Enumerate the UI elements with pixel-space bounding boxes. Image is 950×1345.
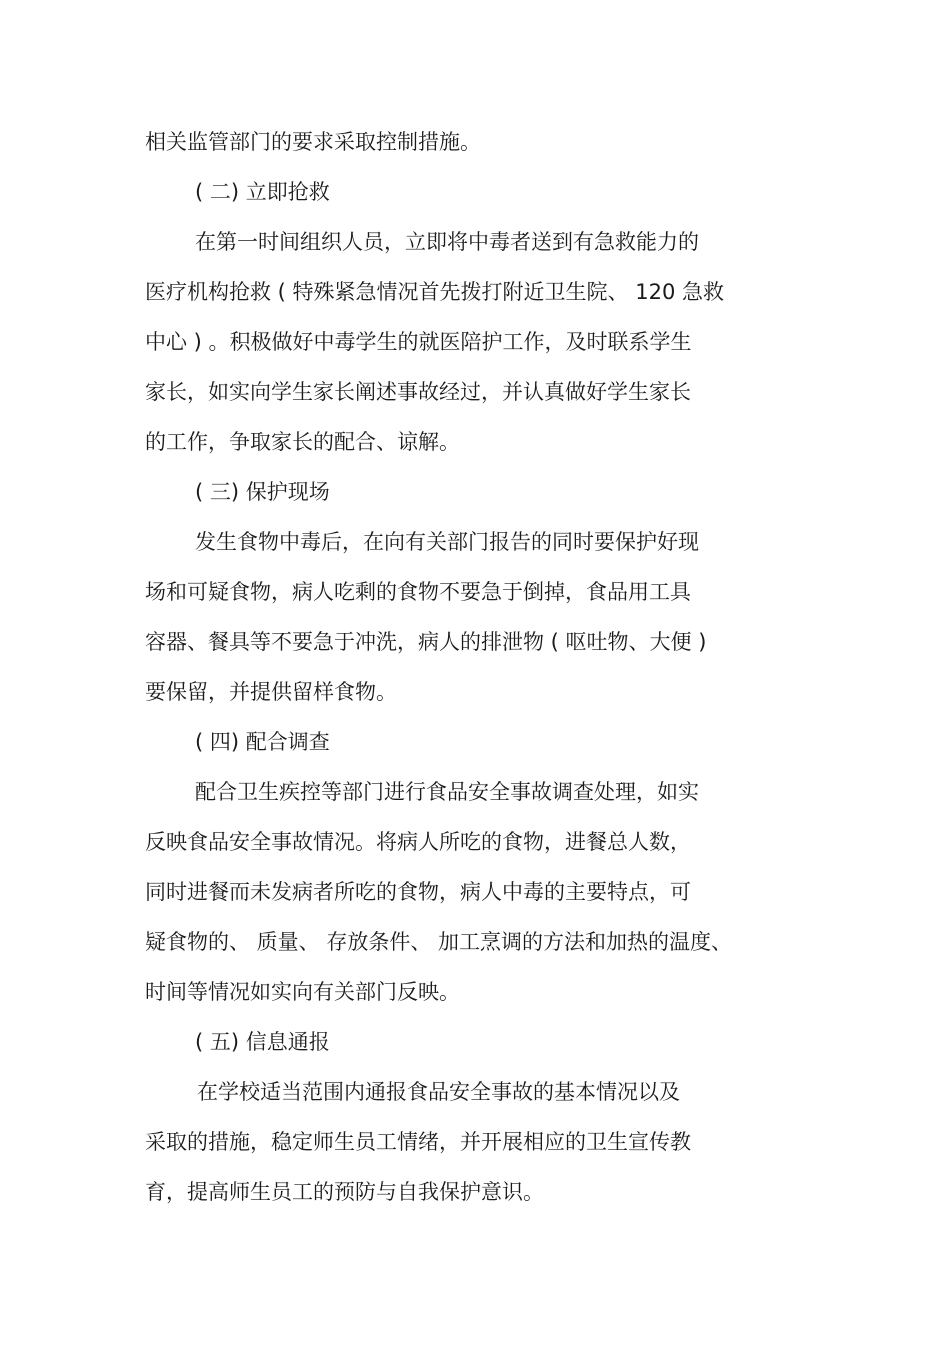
section-heading: ( 四) 配合调查 (195, 730, 330, 754)
paragraph-line: 疑食物的、 质量、 存放条件、 加工烹调的方法和加热的温度、 (145, 930, 733, 954)
paragraph-line: 采取的措施，稳定师生员工情绪，并开展相应的卫生宣传教 (145, 1130, 691, 1154)
paragraph-line: 家长，如实向学生家长阐述事故经过，并认真做好学生家长 (145, 380, 691, 404)
paragraph-line: 在学校适当范围内通报食品安全事故的基本情况以及 (197, 1080, 680, 1104)
paragraph-line: 的工作，争取家长的配合、谅解。 (145, 430, 460, 454)
paragraph-line: 反映食品安全事故情况。将病人所吃的食物，进餐总人数， (145, 830, 691, 854)
paragraph-line: 配合卫生疾控等部门进行食品安全事故调查处理，如实 (195, 780, 699, 804)
paragraph-line: 要保留，并提供留样食物。 (145, 680, 397, 704)
paragraph-line: 容器、餐具等不要急于冲洗，病人的排泄物 ( 呕吐物、大便 ) (145, 630, 707, 654)
paragraph-line: 医疗机构抢救 ( 特殊紧急情况首先拨打附近卫生院、 120 急救 (145, 280, 724, 304)
paragraph-line: 时间等情况如实向有关部门反映。 (145, 980, 460, 1004)
paragraph-line: 发生食物中毒后，在向有关部门报告的同时要保护好现 (195, 530, 699, 554)
section-heading: ( 二) 立即抢救 (195, 180, 330, 204)
section-heading: ( 五) 信息通报 (195, 1030, 330, 1054)
paragraph-line: 在第一时间组织人员，立即将中毒者送到有急救能力的 (195, 230, 699, 254)
paragraph-line: 相关监管部门的要求采取控制措施。 (145, 130, 481, 154)
paragraph-line: 育，提高师生员工的预防与自我保护意识。 (145, 1180, 544, 1204)
paragraph-line: 场和可疑食物，病人吃剩的食物不要急于倒掉，食品用工具 (145, 580, 691, 604)
section-heading: ( 三) 保护现场 (195, 480, 330, 504)
paragraph-line: 同时进餐而未发病者所吃的食物，病人中毒的主要特点，可 (145, 880, 691, 904)
paragraph-line: 中心 ) 。积极做好中毒学生的就医陪护工作，及时联系学生 (145, 330, 692, 354)
